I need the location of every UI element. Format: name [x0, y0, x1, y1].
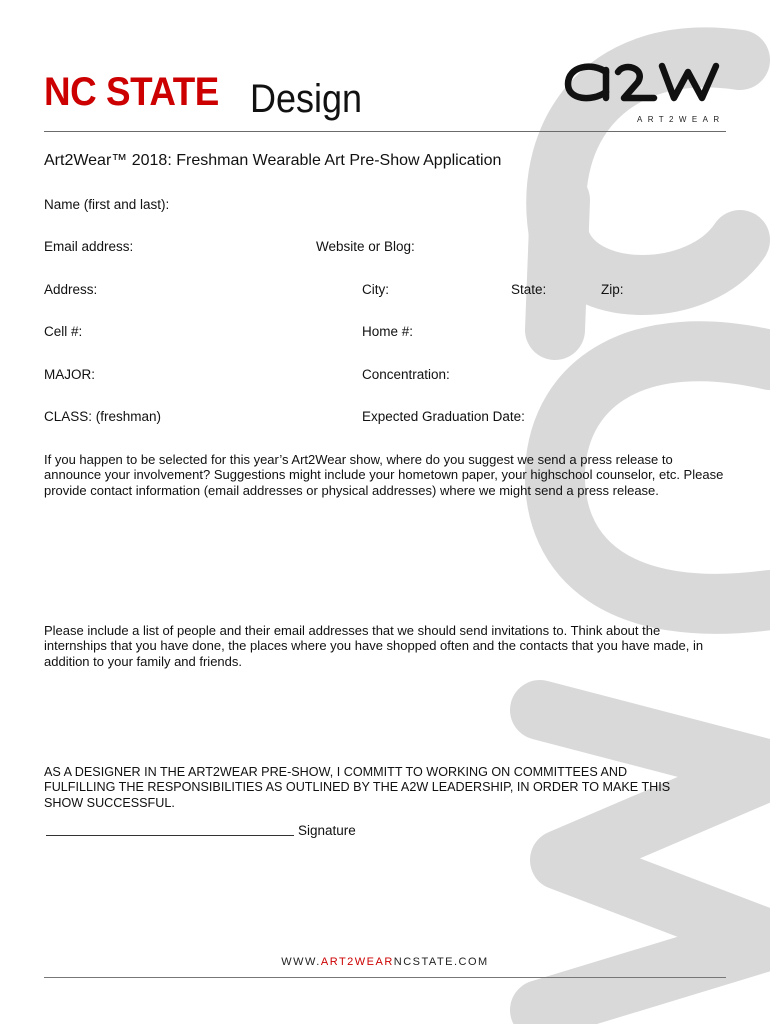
footer-url-accent: ART2WEAR	[320, 956, 394, 968]
commitment-statement: AS A DESIGNER IN THE ART2WEAR PRE-SHOW, I COMMITT TO WORKING ON COMMITTEES AND FULFILLING THE RESPONSIBILITIES AS OUTLINED BY THE A2W LEADERSHIP, IN ORDER TO MAKE THIS SHOW SUCCESSFUL.	[44, 765, 671, 810]
signature-line[interactable]	[46, 835, 294, 836]
nc-state-logo: NC STATE	[44, 70, 219, 114]
a2w-logo-icon	[562, 58, 722, 106]
graduation-label: Expected Graduation Date:	[362, 409, 525, 424]
website-label: Website or Blog:	[316, 239, 415, 254]
cell-label: Cell #:	[44, 324, 83, 339]
invitations-question: Please include a list of people and their email addresses that we should send invitations to. Think about the internships that you have done, the places where you have shopped often and the contacts that you have made, in addition to your family and friends.	[44, 623, 704, 669]
header-divider	[44, 131, 726, 132]
form-title: Art2Wear™ 2018: Freshman Wearable Art Pre-Show Application	[44, 152, 502, 169]
footer-url-prefix: WWW.	[281, 956, 321, 968]
major-label: MAJOR:	[44, 367, 96, 382]
design-wordmark: Design	[250, 77, 363, 121]
footer-divider	[44, 977, 726, 978]
city-label: City:	[362, 282, 389, 297]
email-label: Email address:	[44, 239, 134, 254]
state-label: State:	[511, 282, 547, 297]
a2w-subtitle: ART2WEAR	[637, 115, 725, 124]
zip-label: Zip:	[601, 282, 624, 297]
signature-label: Signature	[298, 823, 356, 838]
concentration-label: Concentration:	[362, 367, 450, 382]
name-label: Name (first and last):	[44, 197, 170, 212]
press-release-question: If you happen to be selected for this year’s Art2Wear show, where do you suggest we send a press release to announce your involvement? Suggestions might include your hometown paper, your highschool counselor, etc. Please provide contact information (email addresses or physical addresses) where we might send a press release.	[44, 452, 724, 498]
home-phone-label: Home #:	[362, 324, 414, 339]
class-label: CLASS: (freshman)	[44, 409, 162, 424]
footer-url-suffix: NCSTATE.COM	[393, 956, 489, 968]
footer-url[interactable]	[0, 956, 770, 968]
address-label: Address:	[44, 282, 98, 297]
